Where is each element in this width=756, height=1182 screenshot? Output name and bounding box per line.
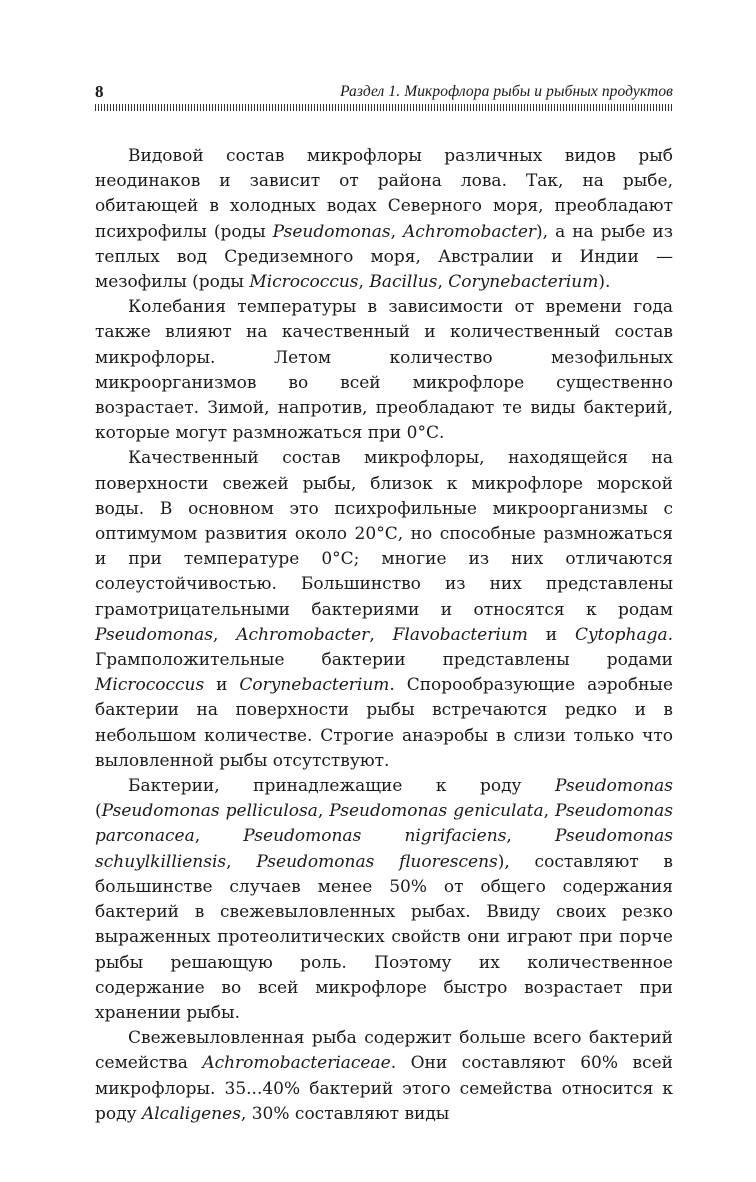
- genus-name: Pseudomonas: [95, 624, 213, 645]
- text-run: ,: [194, 826, 244, 847]
- text-run: ), составляют в большинстве случаев менее 50% от общего содержания бактерий в свежевыловленных рыбах. Ввиду своих резко выраженных протеолитических свойств они играют при порче рыбы решающую роль. Поэтому их количественное содержание во всей микрофлоре быстро возрастает при хранении рыбы.: [95, 851, 674, 1023]
- paragraph-1: [95, 144, 673, 295]
- text-run: и: [204, 675, 240, 696]
- paragraph-4: [95, 774, 673, 1026]
- text-run: ,: [506, 826, 556, 847]
- genus-name: Achromobacter: [403, 221, 537, 242]
- running-title: Раздел 1. Микрофлора рыбы и рыбных продуктов: [340, 83, 673, 100]
- text-run: Видовой состав микрофлоры различных видов рыб неодинаков и зависит от района лова. Так, на рыбе, обитающей в холодных водах Северного моря, преобладают психрофилы (роды: [95, 146, 673, 242]
- text-run: ,: [543, 801, 555, 822]
- text-run: ), а на рыбе из теплых вод Средиземного моря, Австралии и Индии — мезофилы (роды: [95, 221, 673, 293]
- genus-name: Corynebacterium: [448, 272, 599, 293]
- page-header: [95, 82, 673, 104]
- family-name: Achromobacteriaceae: [202, 1053, 391, 1074]
- text-run: и: [527, 624, 575, 645]
- text-run: (: [95, 801, 102, 822]
- genus-name: Alcaligenes: [142, 1103, 241, 1124]
- text-run: ,: [213, 624, 237, 645]
- genus-name: Flavobacterium: [392, 624, 528, 645]
- genus-name: Cytophaga: [574, 624, 668, 645]
- genus-name: Achromobacter: [236, 624, 370, 645]
- text-run: ,: [390, 221, 404, 242]
- species-name: Pseudomonas schuylkilliensis: [95, 826, 674, 872]
- text-run: Колебания температуры в зависимости от времени года также влияют на качественный и количественный состав микрофлоры. Летом количество мезофильных микроорганизмов во всей микрофлоре существенно возрастает. Зимой, напротив, преобладают те виды бактерий, которые могут размножаться при 0°С.: [95, 297, 673, 444]
- species-name: Pseudomonas parconacea: [95, 801, 673, 847]
- text-run: ,: [226, 851, 257, 872]
- paragraph-3: [95, 446, 673, 774]
- species-name: Pseudomonas nigrifaciens: [243, 826, 507, 847]
- body-text: [95, 144, 673, 1127]
- text-run: Качественный состав микрофлоры, находящейся на поверхности свежей рыбы, близок к микрофлоре морской воды. В основном это психрофильные микроорганизмы с оптимумом развития около 20°С, но способные размножаться и при температуре 0°С; многие из них отличаются солеустойчивостью. Большинство из них представлены грамотрицательными бактериями и относятся к родам: [95, 448, 673, 620]
- paragraph-5: [95, 1026, 673, 1127]
- page-number: 8: [95, 82, 104, 101]
- species-name: Pseudomonas pelliculosa: [101, 801, 318, 822]
- text-run: ,: [369, 624, 393, 645]
- genus-name: Pseudomonas: [272, 221, 391, 242]
- text-run: Бактерии, принадлежащие к роду: [128, 776, 555, 797]
- genus-name: Micrococcus: [249, 272, 359, 293]
- header-rule: [95, 104, 673, 111]
- text-run: . Спорообразующие аэробные бактерии на поверхности рыбы встречаются редко и в небольшом количестве. Строгие анаэробы в слизи только что выловленной рыбы отсутствуют.: [95, 675, 674, 771]
- text-run: ,: [317, 801, 330, 822]
- text-run: ,: [358, 272, 370, 293]
- paragraph-2: [95, 295, 673, 446]
- text-run: . Грамположительные бактерии представлены родами: [95, 624, 674, 671]
- text-run: Свежевыловленная рыба содержит больше всего бактерий семейства: [95, 1028, 673, 1074]
- genus-name: Corynebacterium: [239, 675, 390, 696]
- genus-name: Bacillus: [369, 272, 438, 293]
- text-run: ).: [598, 272, 611, 293]
- text-run: . Они составляют 60% всей микрофлоры. 35...40% бактерий этого семейства относится к роду: [95, 1053, 673, 1124]
- species-name: Pseudomonas fluorescens: [256, 851, 498, 872]
- genus-name: Pseudomonas: [555, 776, 673, 797]
- species-name: Pseudomonas geniculata: [329, 801, 544, 822]
- genus-name: Micrococcus: [95, 675, 205, 696]
- text-run: , 30% составляют виды: [240, 1103, 450, 1124]
- text-run: ,: [437, 272, 449, 293]
